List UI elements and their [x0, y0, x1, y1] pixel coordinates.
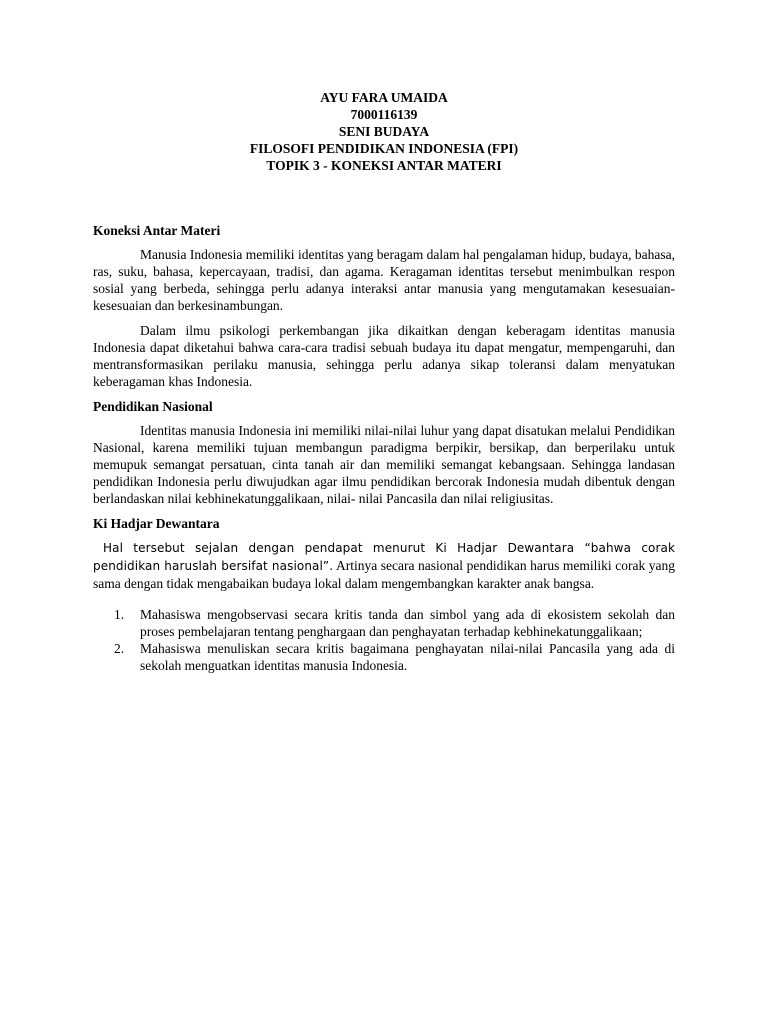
numbered-list: [93, 606, 675, 674]
list-number: 1.: [114, 607, 125, 622]
list-item: [93, 640, 675, 674]
document-header: [0, 89, 768, 174]
list-item-text: Mahasiswa menuliskan secara kritis bagaimana penghayatan nilai-nilai Pancasila yang ada di sekolah menguatkan identitas manusia Indonesia.: [140, 641, 675, 673]
topic-title: TOPIK 3 - KONEKSI ANTAR MATERI: [266, 158, 502, 173]
heading-ki-hadjar: Ki Hadjar Dewantara: [93, 516, 220, 531]
paragraph-ki-hadjar-rest: Artinya secara nasional pendidikan harus memiliki corak yang sama dengan tidak mengabaikan budaya lokal dalam mengembangkan karakter anak bangsa.: [93, 558, 675, 591]
list-number: 2.: [114, 641, 125, 656]
heading-pendidikan-nasional: Pendidikan Nasional: [93, 399, 213, 414]
subject-title: SENI BUDAYA: [338, 124, 430, 139]
student-id: 7000116139: [350, 107, 418, 122]
list-item: [93, 606, 675, 640]
quote-text: Hal tersebut sejalan dengan pendapat menurut Ki Hadjar Dewantara “bahwa corak pendidikan haruslah bersifat nasional”.: [93, 541, 675, 573]
author-name: AYU FARA UMAIDA: [320, 90, 448, 105]
list-item-text: Mahasiswa mengobservasi secara kritis tanda dan simbol yang ada di ekosistem sekolah dan proses pembelajaran tentang penghargaan dan penghayatan terhadap kebhinekatunggalikaan;: [140, 607, 675, 639]
paragraph-koneksi-1: Manusia Indonesia memiliki identitas yang beragam dalam hal pengalaman hidup, budaya, bahasa, ras, suku, bahasa, kepercayaan, tradisi, dan agama. Keragaman identitas tersebut menimbulkan respon sosial yang berbeda, sehingga perlu adanya interaksi antar manusia yang mengutamakan kesesuaian- kesesuaian dan berkesinambungan.: [93, 247, 675, 313]
paragraph-ki-hadjar: [93, 539, 675, 592]
paragraph-koneksi-2: Dalam ilmu psikologi perkembangan jika dikaitkan dengan keberagam identitas manusia Indonesia dapat diketahui bahwa cara-cara tradisi sebuah budaya itu dapat mengatur, mempengaruhi, dan mentransformasikan perilaku manusia, sehingga perlu adanya sikap toleransi dalam menyatukan keberagaman khas Indonesia.: [93, 323, 675, 389]
document-body: [93, 222, 675, 674]
paragraph-pendidikan-1: Identitas manusia Indonesia ini memiliki nilai-nilai luhur yang dapat disatukan melalui Pendidikan Nasional, karena memiliki tujuan membangun paradigma berpikir, bersikap, dan berperilaku untuk memupuk semangat persatuan, cinta tanah air dan memiliki semangat kebangsaan. Sehingga landasan pendidikan Indonesia perlu diwujudkan agar ilmu pendidikan bercorak Indonesia mudah dibentuk dengan berlandaskan nilai kebhinekatunggalikaan, nilai- nilai Pancasila dan nilai religiusitas.: [93, 423, 675, 506]
course-title: FILOSOFI PENDIDIKAN INDONESIA (FPI): [249, 141, 519, 156]
heading-koneksi: Koneksi Antar Materi: [93, 223, 221, 238]
